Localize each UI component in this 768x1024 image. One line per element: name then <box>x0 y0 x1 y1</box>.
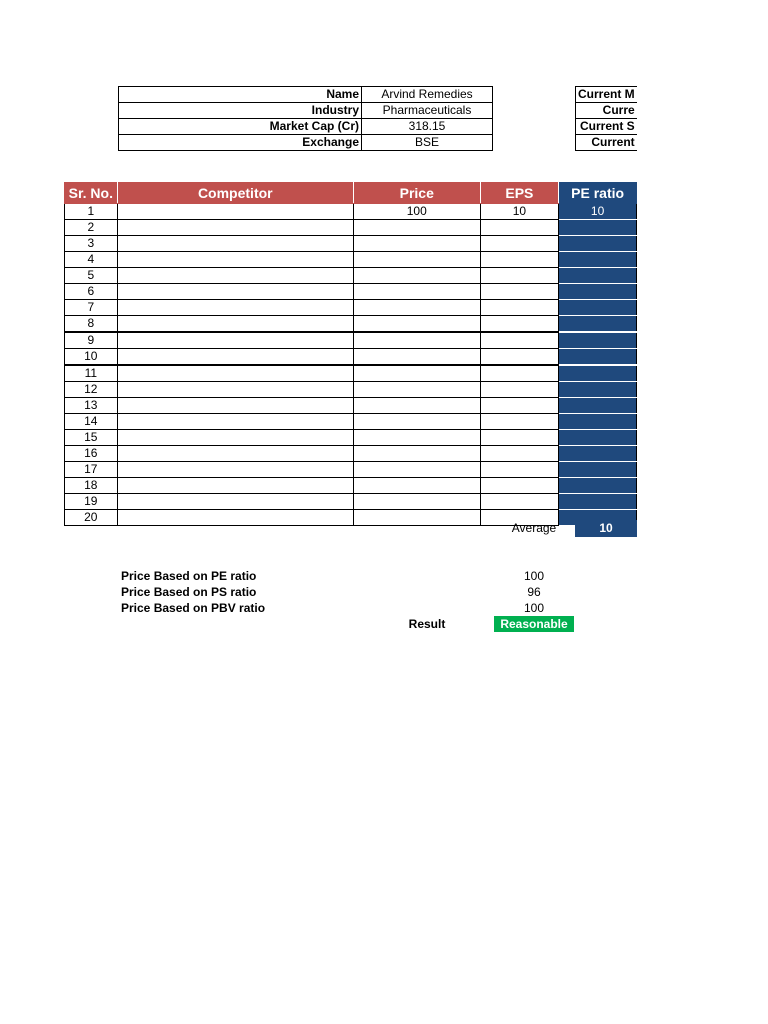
competitor-cell[interactable] <box>117 414 353 430</box>
pe-ratio-cell[interactable] <box>559 316 637 333</box>
table-row <box>65 365 637 382</box>
price-cell[interactable] <box>353 332 480 349</box>
eps-cell[interactable] <box>480 430 559 446</box>
price-cell[interactable] <box>353 398 480 414</box>
eps-cell[interactable] <box>480 478 559 494</box>
header-eps: EPS <box>480 183 559 204</box>
pe-ratio-cell[interactable] <box>559 430 637 446</box>
table-row <box>65 252 637 268</box>
competitor-cell[interactable] <box>117 284 353 300</box>
price-cell[interactable] <box>353 252 480 268</box>
eps-cell[interactable] <box>480 316 559 333</box>
sr-no-cell[interactable]: 11 <box>65 365 118 382</box>
price-cell[interactable] <box>353 510 480 526</box>
price-cell[interactable] <box>353 478 480 494</box>
sr-no-cell[interactable]: 16 <box>65 446 118 462</box>
table-row <box>65 284 637 300</box>
sr-no-cell[interactable]: 8 <box>65 316 118 333</box>
company-info-table <box>118 86 493 151</box>
current-s-label: Current S <box>576 119 638 135</box>
sr-no-cell[interactable]: 17 <box>65 462 118 478</box>
eps-cell[interactable]: 10 <box>480 204 559 220</box>
price-cell[interactable] <box>353 382 480 398</box>
current-m-label: Current M <box>576 87 638 103</box>
table-row <box>65 494 637 510</box>
pe-ratio-cell[interactable] <box>559 300 637 316</box>
table-row <box>65 462 637 478</box>
price-cell[interactable] <box>353 236 480 252</box>
average-pe-value[interactable]: 10 <box>575 520 637 537</box>
pbv-price-label: Price Based on PBV ratio <box>121 601 266 615</box>
name-label: Name <box>119 87 362 103</box>
industry-value[interactable]: Pharmaceuticals <box>362 103 493 119</box>
pe-ratio-cell[interactable] <box>559 365 637 382</box>
sr-no-cell[interactable]: 10 <box>65 349 118 366</box>
pe-ratio-cell[interactable] <box>559 382 637 398</box>
pe-ratio-cell[interactable] <box>559 268 637 284</box>
table-row <box>65 446 637 462</box>
competitor-cell[interactable] <box>117 446 353 462</box>
sr-no-cell[interactable]: 1 <box>65 204 118 220</box>
sr-no-cell[interactable]: 14 <box>65 414 118 430</box>
price-cell[interactable] <box>353 446 480 462</box>
table-row <box>65 332 637 349</box>
competitor-cell[interactable] <box>117 365 353 382</box>
competitor-table-header <box>65 183 637 204</box>
eps-cell[interactable] <box>480 300 559 316</box>
price-cell[interactable]: 100 <box>353 204 480 220</box>
info-row-industry <box>119 103 493 119</box>
sr-no-cell[interactable]: 5 <box>65 268 118 284</box>
competitor-cell[interactable] <box>117 382 353 398</box>
pe-ratio-cell[interactable] <box>559 446 637 462</box>
eps-cell[interactable] <box>480 220 559 236</box>
table-row <box>65 268 637 284</box>
competitor-cell[interactable] <box>117 300 353 316</box>
industry-label: Industry <box>119 103 362 119</box>
eps-cell[interactable] <box>480 398 559 414</box>
competitor-cell[interactable] <box>117 252 353 268</box>
pe-ratio-cell[interactable] <box>559 478 637 494</box>
pe-ratio-cell[interactable] <box>559 284 637 300</box>
info-row-market-cap <box>119 119 493 135</box>
average-label: Average <box>511 521 557 535</box>
competitor-cell[interactable] <box>117 236 353 252</box>
table-row <box>65 398 637 414</box>
result-label: Result <box>408 617 446 631</box>
price-cell[interactable] <box>353 316 480 333</box>
table-row <box>65 430 637 446</box>
price-cell[interactable] <box>353 349 480 366</box>
pe-ratio-cell[interactable] <box>559 220 637 236</box>
eps-cell[interactable] <box>480 446 559 462</box>
eps-cell[interactable] <box>480 268 559 284</box>
exchange-label: Exchange <box>119 135 362 151</box>
eps-cell[interactable] <box>480 349 559 366</box>
eps-cell[interactable] <box>480 382 559 398</box>
table-row <box>65 236 637 252</box>
price-cell[interactable] <box>353 365 480 382</box>
price-cell[interactable] <box>353 300 480 316</box>
table-row <box>65 220 637 236</box>
pe-ratio-cell[interactable] <box>559 236 637 252</box>
eps-cell[interactable] <box>480 236 559 252</box>
sr-no-cell[interactable]: 18 <box>65 478 118 494</box>
header-price: Price <box>353 183 480 204</box>
pe-ratio-cell[interactable]: 10 <box>559 204 637 220</box>
competitor-table <box>64 182 637 526</box>
exchange-value[interactable]: BSE <box>362 135 493 151</box>
competitor-cell[interactable] <box>117 204 353 220</box>
competitor-cell[interactable] <box>117 510 353 526</box>
pe-price-value[interactable]: 100 <box>523 569 545 583</box>
table-row <box>65 204 637 220</box>
pbv-price-value[interactable]: 100 <box>523 601 545 615</box>
name-value[interactable]: Arvind Remedies <box>362 87 493 103</box>
price-cell[interactable] <box>353 284 480 300</box>
competitor-cell[interactable] <box>117 398 353 414</box>
competitor-cell[interactable] <box>117 332 353 349</box>
curre-label: Curre <box>576 103 638 119</box>
ps-price-value[interactable]: 96 <box>527 585 541 599</box>
current-label: Current <box>576 135 638 151</box>
competitor-cell[interactable] <box>117 494 353 510</box>
price-cell[interactable] <box>353 414 480 430</box>
pe-ratio-cell[interactable] <box>559 252 637 268</box>
pe-ratio-cell[interactable] <box>559 462 637 478</box>
table-row <box>65 316 637 333</box>
market-cap-value[interactable]: 318.15 <box>362 119 493 135</box>
sr-no-cell[interactable]: 4 <box>65 252 118 268</box>
sr-no-cell[interactable]: 12 <box>65 382 118 398</box>
table-row <box>65 414 637 430</box>
price-cell[interactable] <box>353 430 480 446</box>
market-cap-label: Market Cap (Cr) <box>119 119 362 135</box>
eps-cell[interactable] <box>480 284 559 300</box>
sr-no-cell[interactable]: 6 <box>65 284 118 300</box>
eps-cell[interactable] <box>480 462 559 478</box>
eps-cell[interactable] <box>480 332 559 349</box>
sr-no-cell[interactable]: 15 <box>65 430 118 446</box>
eps-cell[interactable] <box>480 494 559 510</box>
table-row <box>65 478 637 494</box>
competitor-cell[interactable] <box>117 430 353 446</box>
sr-no-cell[interactable]: 7 <box>65 300 118 316</box>
pe-ratio-cell[interactable] <box>559 414 637 430</box>
pe-ratio-cell[interactable] <box>559 494 637 510</box>
price-cell[interactable] <box>353 462 480 478</box>
competitor-cell[interactable] <box>117 220 353 236</box>
competitor-cell[interactable] <box>117 268 353 284</box>
pe-ratio-cell[interactable] <box>559 332 637 349</box>
pe-ratio-cell[interactable] <box>559 349 637 366</box>
sr-no-cell[interactable]: 13 <box>65 398 118 414</box>
price-cell[interactable] <box>353 494 480 510</box>
sr-no-cell[interactable]: 2 <box>65 220 118 236</box>
header-competitor: Competitor <box>117 183 353 204</box>
competitor-cell[interactable] <box>117 478 353 494</box>
header-pe-ratio: PE ratio <box>559 183 637 204</box>
info-row-exchange <box>119 135 493 151</box>
sr-no-cell[interactable]: 20 <box>65 510 118 526</box>
sr-no-cell[interactable]: 9 <box>65 332 118 349</box>
header-sr-no: Sr. No. <box>65 183 118 204</box>
table-row <box>65 349 637 366</box>
price-cell[interactable] <box>353 268 480 284</box>
ps-price-label: Price Based on PS ratio <box>121 585 257 599</box>
eps-cell[interactable] <box>480 252 559 268</box>
sr-no-cell[interactable]: 3 <box>65 236 118 252</box>
competitor-cell[interactable] <box>117 349 353 366</box>
sr-no-cell[interactable]: 19 <box>65 494 118 510</box>
current-info-table <box>575 86 637 151</box>
table-row <box>65 382 637 398</box>
pe-price-label: Price Based on PE ratio <box>121 569 257 583</box>
competitor-cell[interactable] <box>117 316 353 333</box>
competitor-cell[interactable] <box>117 462 353 478</box>
price-cell[interactable] <box>353 220 480 236</box>
info-row-name <box>119 87 493 103</box>
eps-cell[interactable] <box>480 414 559 430</box>
eps-cell[interactable] <box>480 365 559 382</box>
pe-ratio-cell[interactable] <box>559 398 637 414</box>
result-badge[interactable]: Reasonable <box>494 616 574 632</box>
table-row <box>65 300 637 316</box>
